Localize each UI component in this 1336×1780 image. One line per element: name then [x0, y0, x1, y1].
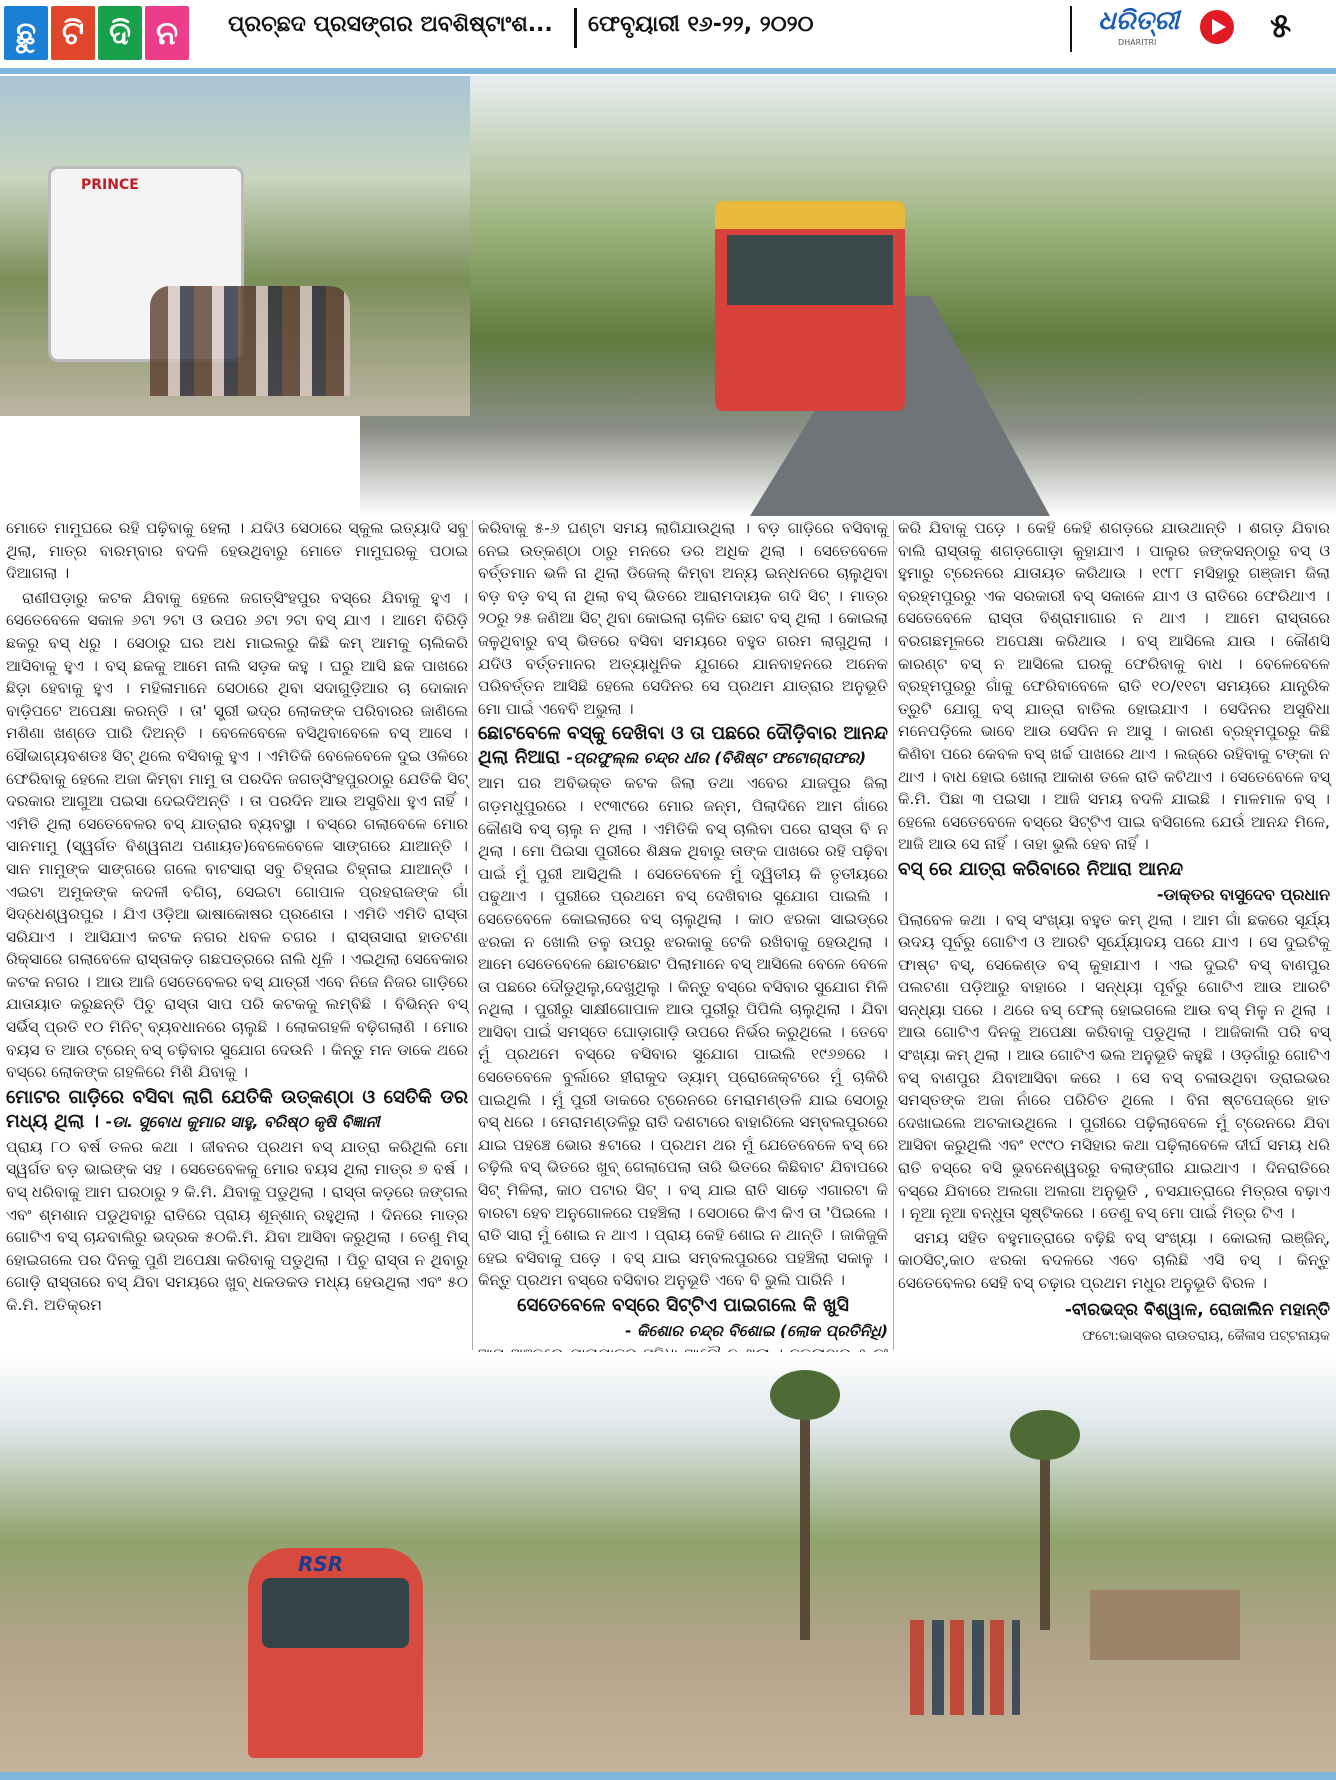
- paragraph: ରାଣୀପଡ଼ାରୁ କଟକ ଯିବାକୁ ହେଲେ ଜଗତ୍‌ସିଂହପୁର ବସ୍‌ରେ ଯିବାକୁ ହୁଏ । ସେତେବେଳେ ସକାଳ ୬ଟା ୨ଟା ଓ ଉପର ୬ଟା ୨ଟା ବସ୍ ଯାଏ । ଆମେ ବିରିଡ଼ି ଛକରୁ ବସ୍ ଧରୁ । ସେଠାରୁ ଘର ଅଧ ମାଇଲରୁ କିଛି କମ୍ ଆମକୁ ଚାଲିକରି ଆସିବାକୁ ହୁଏ । ବସ୍ ଛକକୁ ଆମେ ନାଲି ସଡ଼କ କହୁ । ଘରୁ ଆସି ଛକ ପାଖରେ ଛିଡ଼ା ହେବାକୁ ହୁଏ । ମହିଳାମାନେ ସେଠାରେ ଥିବା ସଦାଗୁଡ଼ିଆର ଚା ଦୋକାନ ବାଡ଼ିପଟେ ଅପେକ୍ଷା କରନ୍ତି । ତା' ସ୍ତ୍ରୀ ଭଦ୍ର ଲୋକଙ୍କ ପରିବାରର ଜାଣିଲେ ମଶିଣା ଖଣ୍ଡେ ପାରି ଦିଅନ୍ତି । ବେଳେବେଳେ ବସିଥିବାବେଳେ ବସ୍ ଆସେ । ସୌଭାଗ୍ୟବଶତଃ ସିଟ୍ ଥିଲେ ବସିବାକୁ ହୁଏ । ଏମିତିକି ବେଳେବେଳେ ଦୁଇ ଓଳିରେ ଫେରିବାକୁ ହେଲେ ଅଜା କିମ୍ବା ମାମୁ ତା ପରଦିନ ଜଗତ୍‌ସିଂହପୁରଠାରୁ ଯେତିକି ସିଟ୍ ଦରକାର ଆଗୁଆ ପଇସା ଦେଇଦିଅନ୍ତି । ତା ପରଦିନ ଆଉ ଅସୁବିଧା ହୁଏ ନାହିଁ । ଏମିତି ଥିଲା ସେତେବେଳର ବସ୍ ଯାତ୍ରାର ବ୍ୟବସ୍ଥା । ବସ୍‌ରେ ଗଲାବେଳେ ମୋର ସାନମାମୁ (ସ୍ୱର୍ଗତ ବିଶ୍ୱନାଥ ପଣାୟତ)ବେଳେବେଳେ ସାଙ୍ଗରେ ଯାଆନ୍ତି । ସାନ ମାମୁଙ୍କ ସାଙ୍ଗରେ ଗଲେ ବାଟସାରା ସବୁ ଚିହ୍ନାଇ ଚିହ୍ନାଇ ଯାଆନ୍ତି । ଏଇଟା ଅମୁକଙ୍କ କଦଳୀ ବଗିଚା, ସେଇଟା ଗୋପାଳ ପ୍ରହରାଜଙ୍କ ଗାଁ ସିଦ୍ଧେଶ୍ୱରପୁର । ଯିଏ ଓଡ଼ିଆ ଭାଷାକୋଷର ପ୍ରଣେତା । ଏମିତି ଏମିତି ରାସ୍ତା ସରିଯାଏ । ଆସିଯାଏ କଟକ ନଗର ଧବଳ ଚଗର । ରାସ୍ତାସାରା ହାତଟଣା ରିକ୍ସାରେ ଗଲାବେଳେ ରାସ୍ତାକଡ଼ ଗଛପତ୍ରରେ ନାଲି ଧୂଳି । ଏଇଥିଲା ସେବେକାର କଟକ ନଗର । ଆଉ ଆଜି ସେତେବେଳର ବସ୍ ଯାତ୍ରୀ ଏବେ ନିଜେ ନିଜର ଗାଡ଼ିରେ ଯାତାୟାତ କରୁଛନ୍ତି ପିଚୁ ରାସ୍ତା ସାପ ପରି କଟକକୁ ଲମ୍ବିଛି । ବିଭିନ୍ନ ବସ୍ ସର୍ଭିସ୍ ପ୍ରତି ୧୦ ମିନିଟ୍ ବ୍ୟବଧାନରେ ଚାଲୁଛି । ଲୋକଗହଳି ବଢ଼ିଗଲାଣି । ମୋର ବୟସ ତ ଆଉ ଟ୍ରେନ୍ ବସ୍ ଚଢ଼ିବାର ସୁଯୋଗ ଦେଉନି । କିନ୍ତୁ ମନ ଡାକେ ଥରେ ବସ୍‌ରେ ଲୋକଙ୍କ ଗହଳିରେ ମିଶି ଯିବାକୁ ।: [6, 588, 468, 1082]
- subheading-text: ମୋଟର ଗାଡ଼ିରେ ବସିବା ଲାଗି ଯେତିକି ଉତ୍କଣ୍ଠା ଓ ସେତିକି ଡର ମଧ୍ୟ ଥିଲା ।: [6, 1086, 468, 1132]
- byline: -ଡାକ୍ତର ବାସୁଦେବ ପ୍ରଧାନ: [1156, 884, 1330, 904]
- header-divider: [1070, 6, 1072, 52]
- hut: [1090, 1590, 1240, 1660]
- column-2: [478, 517, 888, 1390]
- paragraph: ପ୍ରାୟ ୮୦ ବର୍ଷ ତଳର କଥା । ଜୀବନର ପ୍ରଥମ ବସ୍ ଯାତ୍ରା କରିଥିଲି ମୋ ସ୍ୱର୍ଗତ ବଡ଼ ଭାଇଙ୍କ ସହ । ସେତେବେଳକୁ ମୋର ବୟସ ଥିଲା ମାତ୍ର ୭ ବର୍ଷ । ବସ୍ ଧରିବାକୁ ଆମ ଘରଠାରୁ ୨ କି.ମି. ଯିବାକୁ ପଡୁଥିଲା । ରାସ୍ତା କଡ଼ରେ ଜଙ୍ଗଲ ଏବଂ ଶ୍ମଶାନ ପଡୁଥିବାରୁ ରାତିରେ ପ୍ରାୟ ଶୂନ୍ଶାନ୍ ରହୁଥିଲା । ଦିନରେ ମାତ୍ର ଗୋଟିଏ ବସ୍ ଚାନ୍ଦବାଲିରୁ ଭଦ୍ରକ ୫୦କି.ମି. ଯିବା ଆସିବା କରୁଥିଲା । ତେଣୁ ମିସ୍ ହୋଇଗଲେ ପର ଦିନକୁ ପୁଣି ଅପେକ୍ଷା କରିବାକୁ ପଡୁଥିଲା । ପିଚୁ ରାସ୍ତା ନ ଥିବାରୁ ଗୋଡ଼ି ରାସ୍ତାରେ ବସ୍ ଯିବା ସମୟରେ ଖୁବ୍ ଧକଡକଡ ମଧ୍ୟ ହେଉଥିଲା ଏବଂ ୫୦ କି.ମି. ଅତିକ୍ରମ: [6, 1137, 468, 1314]
- play-icon: [1200, 10, 1234, 44]
- header-divider: [574, 8, 577, 48]
- photo-school-bus: [0, 76, 470, 416]
- page-header: [0, 0, 1336, 70]
- column-1: [6, 517, 468, 1319]
- palm-tree: [770, 1370, 840, 1420]
- page-number: ୫: [1270, 6, 1292, 46]
- rsr-bus: [248, 1548, 423, 1758]
- signature: -ବୀରଭଦ୍ର ବିଶ୍ୱାଳ, ରୋଜାଲିନ ମହାନ୍ତି: [1064, 1299, 1330, 1320]
- brand-logo: ଧରିତ୍ରୀ: [1098, 6, 1180, 36]
- header-rule: [0, 68, 1336, 74]
- paragraph: କରି ଯିବାକୁ ପଡ଼େ । କେହି କେହି ଶଗଡ଼ରେ ଯାଉଥାନ୍ତି । ଶଗଡ଼ ଯିବାର ବାଲି ରାସ୍ତାକୁ ଶଗଡ଼ଗୋଡ଼ା କୁହାଯାଏ । ପାଲୁର ଜଙ୍କସନ୍‌ଠାରୁ ବସ୍ ଓ ହୁମାରୁ ଟ୍ରେନରେ ଯାତାୟତ କରିଥାଉ । ୧୯୮୮ ମସିହାରୁ ଗଞ୍ଜାମ ଜିଲା ବ୍ରହ୍ମପୁରରୁ ଏକ ସରକାରୀ ବସ୍ ସକାଳେ ଯାଏ ଓ ରାତିରେ ଫେରିଥାଏ । ସେତେବେଳେ ରାସ୍ତା ବିଶ୍ରାମାଗାର ନ ଥାଏ । ଆମେ ରାସ୍ତାରେ ବରଗଛମୂଳରେ ଅପେକ୍ଷା କରିଥାଉ । ବସ୍ ଆସିଲେ ଯାଉ । କୌଣସି କାରଣ୍ଟ ବସ୍ ନ ଆସିଲେ ଘରକୁ ଫେରିବାକୁ ବାଧ । ବେଳେବେଳେ ବ୍ରହ୍ମପୁରରୁ ଗାଁକୁ ଫେରିବାବେଳେ ରାତି ୧୦/୧୧ଟା ସମୟରେ ଯାନ୍ତ୍ରିକ ତ୍ରୁଟି ଯୋଗୁ ବସ୍ ଯାତ୍ରା ବାତିଲ ହୋଇଯାଏ । ସେଦିନର ଅସୁବିଧା ମନେପଡ଼ିଲେ ଭାବେ ଆଉ ସେଦିନ ନ ଆସୁ । କାରଣ ବ୍ରହ୍ମପୁରରୁ କିଛି କିଣିବା ପରେ କେବଳ ବସ୍ ଖର୍ଚ୍ଚ ପାଖରେ ଥାଏ । ଲଜ୍‌ରେ ରହିବାକୁ ଟଙ୍କା ନ ଥାଏ । ବାଧ ହୋଇ ଖୋଲା ଆକାଶ ତଳେ ରାତି କଟିଥାଏ । ସେତେବେଳେ ବସ୍ କି.ମି. ପିଛା ୩ ପଇସା । ଆଜି ସମୟ ବଦଳି ଯାଇଛି । ମାଳମାଳ ବସ୍ । ହେଲେ ସେତେବେଳେ ବସ୍‌ରେ ସିଟ୍‌ଟିଏ ପାଇ ବସିଗଲେ ଯେଉଁ ଆନନ୍ଦ ମିଳେ, ଆଜି ଆଉ ସେ ନାହିଁ । ତାହା ଭୁଲି ହେବ ନାହିଁ ।: [898, 519, 1330, 854]
- logo-tile: ଦି: [98, 6, 142, 60]
- logo-tile: ନ: [145, 6, 189, 60]
- palm-tree: [1040, 1430, 1050, 1630]
- logo-tile: ଟି: [51, 6, 95, 60]
- bus-sign: PRINCE: [81, 177, 139, 193]
- palm-tree: [1010, 1410, 1080, 1460]
- photo-red-bus-road: [360, 76, 1336, 516]
- footer-rule: [0, 1772, 1336, 1780]
- students-group: [150, 286, 350, 396]
- feature-title: ପ୍ରଚ୍ଛଦ ପ୍ରସଙ୍ଗର ଅବଶିଷ୍ଟାଂଶ...: [228, 12, 553, 37]
- photo-village-road: [0, 1352, 1336, 1772]
- subheading: [6, 1086, 468, 1134]
- paragraph: ମୋତେ ମାମୁଘରେ ରହି ପଢ଼ିବାକୁ ହେଲା । ଯଦିଓ ସେଠାରେ ସ୍କୁଲ ଇତ୍ୟାଦି ସବୁ ଥିଲା, ମାତ୍ର ବାରମ୍ବାର ବଦଳି ହେଉଥିବାରୁ ମୋତେ ମାମୁଘରକୁ ପଠାଇ ଦିଆଗଲା ।: [6, 519, 468, 583]
- villagers: [910, 1620, 1020, 1715]
- paragraph: ସମୟ ସହିତ ବହୁମାତ୍ରାରେ ବଢ଼ିଛି ବସ୍ ସଂଖ୍ୟା । କୋଇଲା ଇଞ୍ଜିନ୍, କାଠସିଟ୍,କାଠ ଝରକା ବଦଳରେ ଏବେ ଚାଲିଛି ଏସି ବସ୍ । କିନ୍ତୁ ସେତେବେଳର ସେହି ବସ୍ ଚଢ଼ାର ପ୍ରଥମ ମଧୁର ଅନୁଭୂତି ବିରଳ ।: [898, 1228, 1330, 1292]
- byline: -ଡା. ସୁବୋଧ କୁମାର ସାହୁ, ବରିଷ୍ଠ କୃଷି ବିଜ୍ଞାନୀ: [105, 1112, 380, 1131]
- section-logo: [4, 6, 189, 60]
- photo-credit: ଫଟୋ:ଭାସ୍କର ରାଉତରାୟ, କୈଳାସ ପଟ୍ଟନାୟକ: [1082, 1328, 1330, 1345]
- subheading-text: ଛୋଟବେଳେ ବସ୍‌କୁ ଦେଖିବା ଓ ତା ପଛରେ ଦୌଡ଼ିବାର ଆନନ୍ଦ ଥିଲା ନିଆରା: [478, 723, 888, 769]
- paragraph: କରିବାକୁ ୫-୬ ଘଣ୍ଟା ସମୟ ଲାଗିଯାଉଥିଲା । ବଡ଼ ଗାଡ଼ିରେ ବସିବାକୁ ନେଇ ଉତ୍କଣ୍ଠା ଠାରୁ ମନରେ ଡର ଅଧିକ ଥିଲା । ସେତେବେଳେ ବର୍ତ୍ତମାନ ଭଳି ନା ଥିଲା ଡିଜେଲ୍ କିମ୍ବା ଅନ୍ୟ ଇନ୍ଧନରେ ଚାଲୁଥିବା ବଡ଼ ବଡ଼ ବସ୍ ନା ଥିଲା ବସ୍ ଭିତରେ ଆରାମଦାୟକ ଗଦି ସିଟ୍ । ମାତ୍ର ୨୦ରୁ ୨୫ ଜଣିଆ ସିଟ୍ ଥିବା କୋଇଲା ଚାଳିତ ଛୋଟ ବସ୍ ଥିଲା । କୋଇଲା ଜଳୁଥିବାରୁ ବସ୍ ଭିତରେ ବସିବା ସମୟରେ ବହୁତ ଗରମ ଲାଗୁଥିଲା । ଯଦିଓ ବର୍ତ୍ତମାନର ଅତ୍ୟାଧୁନିକ ଯୁଗରେ ଯାନବାହନରେ ଅନେକ ପରିବର୍ତ୍ତନ ଆସିଛି ହେଲେ ସେଦିନର ସେ ପ୍ରଥମ ଯାତ୍ରାର ଅନୁଭୂତି ମୋ ପାଇଁ ଏବେବି ଅଭୁଲା ।: [478, 519, 888, 718]
- brand-subtitle: DHARITRI: [1118, 38, 1157, 47]
- subheading: [478, 722, 888, 770]
- subheading: ବସ୍ ରେ ଯାତ୍ରା କରିବାରେ ନିଆରା ଆନନ୍ଦ: [898, 858, 1184, 880]
- palm-tree: [800, 1390, 810, 1640]
- byline: - କିଶୋର ଚନ୍ଦ୍ର ବିଶୋଇ (ଲୋକ ପ୍ରତିନିଧି): [625, 1322, 888, 1340]
- issue-date: ଫେବୃୟାରୀ ୧୬-୨୨, ୨୦୨୦: [588, 12, 814, 37]
- column-3: [898, 517, 1330, 1348]
- byline: -ପ୍ରଫୁଲ୍ଲ ଚନ୍ଦ୍ର ଧୀର (ବିଶିଷ୍ଟ ଫଟୋଗ୍ରାଫର): [566, 749, 867, 768]
- bus-sign: RSR: [298, 1552, 344, 1576]
- article-body: [0, 517, 1336, 1347]
- subheading: ସେତେବେଳେ ବସ୍‌ରେ ସିଟ୍‌ଟିଏ ପାଇଗଲେ କି ଖୁସି: [517, 1295, 849, 1316]
- paragraph: ପିଲାବେଳ କଥା । ବସ୍ ସଂଖ୍ୟା ବହୁତ କମ୍ ଥିଲା । ଆମ ଗାଁ ଛକରେ ସୂର୍ଯ୍ୟ ଉଦୟ ପୂର୍ବରୁ ଗୋଟିଏ ଓ ଆରଟି ସୂର୍ଯ୍ୟୋଦୟ ପରେ ଯାଏ । ସେ ଦୁଇଟିକୁ ଫାଷ୍ଟ ବସ୍, ସେକେଣ୍ଡ ବସ୍ କୁହାଯାଏ । ଏଇ ଦୁଇଟି ବସ୍ ବାଣପୁର ପଲଟଣା ପଡ଼ିଆରୁ ବାହାରେ । ସନ୍ଧ୍ୟା ପୂର୍ବରୁ ଗୋଟିଏ ଆଉ ଆରଟି ସନ୍ଧ୍ୟା ପରେ । ଥରେ ବସ୍ ଫେଲ୍ ହୋଇଗଲେ ଆଉ ବସ୍ ମିଳୁ ନ ଥିଲା । ଆଉ ଗୋଟିଏ ଦିନକୁ ଅପେକ୍ଷା କରିବାକୁ ପଡୁଥିଲା । ଆଜିକାଲି ପରି ବସ୍ ସଂଖ୍ୟା କମ୍ ଥିଲା । ଆଉ ଗୋଟିଏ ଭଲ ଅନୁଭୂତି କହୁଛି । ଓଡ଼ଗାଁରୁ ଗୋଟିଏ ବସ୍ ବାଣପୁର ଯିବାଆସିବା କରେ । ସେ ବସ୍ ଚଳାଉଥିବା ଡ୍ରାଇଭର ସମସ୍ତଙ୍କ ଅଜା ନାଁରେ ପରିଚିତ ଥିଲେ । ବିନା ଷ୍ଟପେଜ୍‌ରେ ହାତ ଦେଖାଇଲେ ଅଟକାଉଥିଲେ । ପୁରୀରେ ପଢ଼ିଲାବେଳେ ମୁଁ ଟ୍ରେନରେ ଯିବା ଆସିବା କରୁଥିଲି ଏବଂ ୧୯୯୦ ମସିହାର କଥା ପଢ଼ିଲାବେଳେ ଦୀର୍ଘ ସମୟ ଧରି ରାତି ବସ୍‌ରେ ବସି ଭୁବନେଶ୍ୱରରୁ ବଲାଙ୍ଗୀର ଯାଇଥାଏ । ଦିନରାତିରେ ବସ୍‌ରେ ଯିବାରେ ଅଲଗା ଅଲଗା ଅନୁଭୂତି , ବସଯାତ୍ରାରେ ମିତ୍ରତା ବଢ଼ାଏ । ନୂଆ ନୂଆ ବନ୍ଧୁତା ସୃଷ୍ଟିକରେ । ତେଣୁ ବସ୍ ମୋ ପାଇଁ ମିତ୍ର ଟିଏ ।: [898, 910, 1330, 1223]
- paragraph: ଆମ ଘର ଅବିଭକ୍ତ କଟକ ଜିଲା ତଥା ଏବେର ଯାଜପୁର ଜିଲା ଗଡ଼ମଧୁପୁରରେ । ୧୯୩୯ରେ ମୋର ଜନ୍ମ, ପିଲାଦିନେ ଆମ ଗାଁରେ କୌଣସି ବସ୍ ଚାଲୁ ନ ଥିଲା । ଏମିତିକି ବସ୍ ଚାଲିବା ପରେ ରାସ୍ତା ବି ନ ଥିଲା । ମୋ ପିଇସା ପୁରୀରେ ଶିକ୍ଷକ ଥିବାରୁ ତାଙ୍କ ପାଖରେ ରହି ପଢ଼ିବା ପାଇଁ ମୁଁ ପୁରୀ ଆସିଥିଲି । ସେତେବେଳେ ମୁଁ ଦ୍ୱିତୀୟ କି ତୃତୀୟରେ ପଢୁଥାଏ । ପୁରୀରେ ପ୍ରଥମେ ବସ୍ ଦେଖିବାର ସୁଯୋଗ ପାଇଲି । ସେତେବେଳେ କୋଇଲାରେ ବସ୍ ଚାଲୁଥିଲା । କାଠ ଝରକା ସାଇଡ୍‌ରେ ଝରକା ନ ଖୋଲି ତଳୁ ଉପରୁ ଝରକାକୁ ଟେକି ରଖିବାକୁ ହେଉଥିଲା । ଆମେ ସେତେବେଳେ ଛୋଟଛୋଟ ପିଲାମାନେ ବସ୍ ଆସିଲେ ବେଳେ ବେଳେ ତା ପଛରେ ଦୌଡୁଥିଲୁ,ଦେଖୁଥିଲୁ । କିନ୍ତୁ ବସ୍‌ରେ ବସିବାର ସୁଯୋଗ ମିଳି ନଥିଲା । ପୁରୀରୁ ସାକ୍ଷୀଗୋପାଳ ଆଉ ପୁରୀରୁ ପିପିଲି ଚାଲୁଥିଲା । ଯିବା ଆସିବା ପାଇଁ ସମସ୍ତେ ଘୋଡ଼ାଗାଡ଼ି ଉପରେ ନିର୍ଭର କରୁଥିଲେ । ତେବେ ମୁଁ ପ୍ରଥମେ ବସ୍‌ରେ ବସିବାର ସୁଯୋଗ ପାଇଲି ୧୯୬୭ରେ । ସେତେବେଳେ ବୁର୍ଲାରେ ହୀରାକୁଦ ଡ୍ୟାମ୍ ପ୍ରୋଜେକ୍ଟରେ ମୁଁ ଚାକିରି ପାଇଥିଲି । ମୁଁ ପୁରୀ ଡାକରେ ଟ୍ରେନରେ ମେରାମଣ୍ଡଳି ଯାଇ ସେଠାରୁ ବସ୍ ଧରେ । ମେରାମଣ୍ଡଳିରୁ ରାତି ଦଶଟାରେ ବାହାରିଲେ ସମ୍ବଲପୁରରେ ଯାଇ ପହଞ୍ଚେ ଭୋର ୫ଟାରେ । ପ୍ରଥମ ଥର ମୁଁ ଯେତେବେଳେ ବସ୍ ରେ ଚଢ଼ିଲି ବସ୍ ଭିତରେ ଖୁବ୍ ଗେଲାପେଲା ତାରି ଭିତରେ କିଛିବାଟ ଯିବାପରେ ସିଟ୍ ମିଳିଲା, କାଠ ପଟାର ସିଟ୍ । ବସ୍ ଯାଇ ରାତି ସାଢ଼େ ଏଗାରଟା କି ବାରଟା ହେବ ଅନୁଗୋଳରେ ପହଞ୍ଚିଲା । ସେଠାରେ କିଏ କିଏ ତା 'ପିଇଲେ । ରାତି ସାରା ମୁଁ ଶୋଇ ନ ଥାଏ । ପ୍ରାୟ କେହି ଶୋଇ ନ ଥାନ୍ତି । ଜାକିଜୁକି ହେଇ ବସିବାକୁ ପଡ଼େ । ବସ୍ ଯାଇ ସମ୍ବଲପୁରରେ ପହଞ୍ଚିଲା ସକାଳୁ । କିନ୍ତୁ ପ୍ରଥମ ବସ୍‌ରେ ବସିବାର ଅନୁଭୂତି ଏବେ ବି ଭୁଲି ପାରିନି ।: [478, 774, 888, 1290]
- red-bus: [715, 201, 905, 411]
- logo-tile: ଛୁ: [4, 6, 48, 60]
